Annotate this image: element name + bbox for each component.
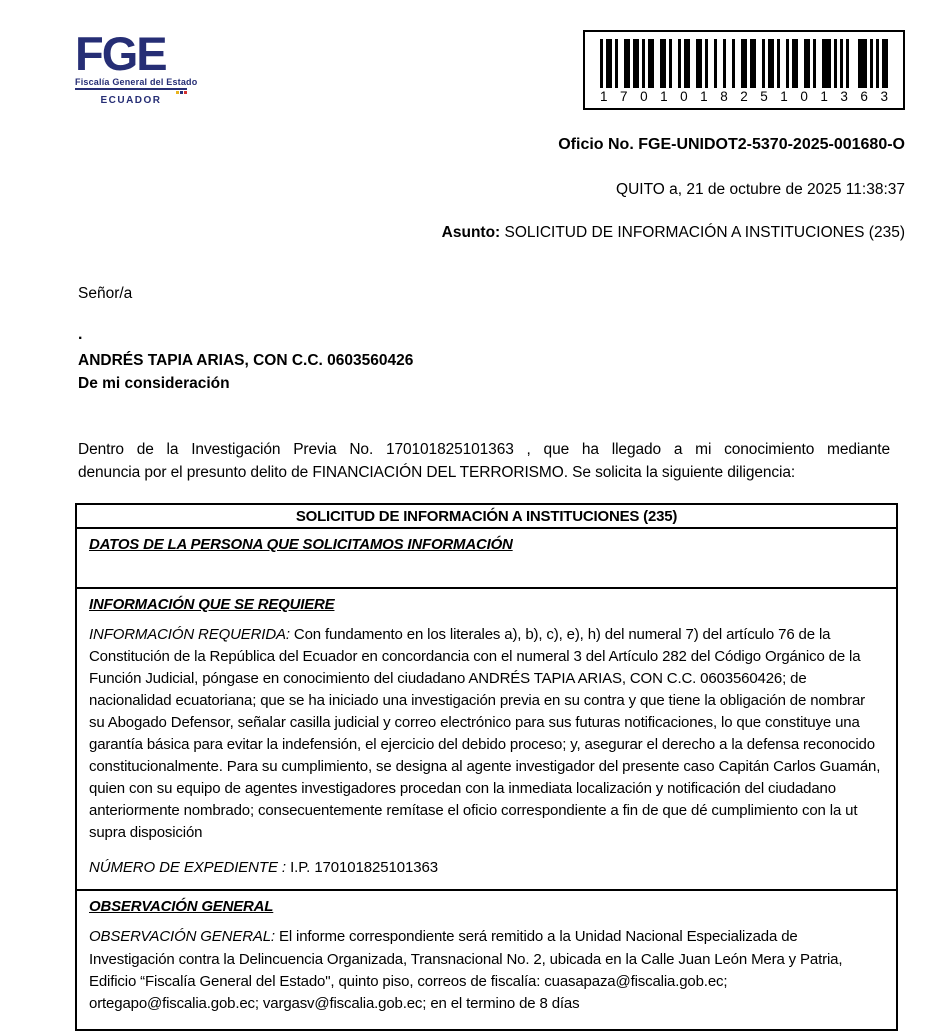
flag-dot-blue bbox=[180, 91, 183, 94]
expediente-label: NÚMERO DE EXPEDIENTE : bbox=[89, 859, 286, 877]
subject-label: Asunto: bbox=[441, 224, 501, 241]
intro-line-1: Dentro de la Investigación Previa No. 170101825101363 , que ha llegado a mi conocimiento mediante bbox=[78, 441, 890, 458]
section-informacion-requerida bbox=[77, 587, 896, 889]
subject-text: SOLICITUD DE INFORMACIÓN A INSTITUCIONES (235) bbox=[504, 224, 905, 241]
info-text: Con fundamento en los literales a), b), c), e), h) del numeral 7) del artículo 76 de la Constitución de la República del Ecuador en concordancia con el numeral 3 del Artículo 282 del Código Orgánico de la Función Judicial, póngase en conocimiento del ciudadano ANDRÉS TAPIA ARIAS, CON C.C. 0603560426; de nacionalidad ecuatoriana; que se ha iniciado una investigación previa en su contra y que tiene la obligación de nombrar su Abogado Defensor, señalar casilla judicial y correo electrónico para sus futuras notificaciones, lo que constituye una garantía básica para evitar la indefensión, el ejercicio del debido proceso; y, asegurar el derecho a la defensa reconocido constitucionalmente. Para su cumplimiento, se designa al agente investigador del presente caso Capitán Carlos Guamán, quien con su equipo de agentes investigadores procedan con la inmediata localización y notificación del ciudadano anteriormente nombrado; consecuentemente remítase el oficio correspondiente a fin de que dé cumplimiento con la ut supra disposición bbox=[89, 626, 881, 842]
section-datos-persona bbox=[77, 527, 896, 587]
date-line: QUITO a, 21 de octubre de 2025 11:38:37 bbox=[616, 181, 905, 198]
salutation: Señor/a bbox=[78, 285, 133, 302]
recipient-dot: . bbox=[78, 326, 83, 343]
fge-logo-text: FGE bbox=[75, 27, 166, 80]
barcode-bars-icon bbox=[597, 39, 891, 88]
fge-logo-tagline: Fiscalía General del Estado bbox=[75, 77, 198, 88]
expediente-line bbox=[89, 859, 884, 876]
obs-label: OBSERVACIÓN GENERAL: bbox=[89, 928, 275, 946]
section-observacion-general bbox=[77, 889, 896, 1028]
info-label: INFORMACIÓN REQUERIDA: bbox=[89, 626, 290, 643]
info-paragraph bbox=[89, 624, 884, 844]
request-table bbox=[75, 503, 898, 1031]
section-datos-title: DATOS DE LA PERSONA QUE SOLICITAMOS INFORMACIÓN bbox=[89, 536, 513, 553]
oficio-number: Oficio No. FGE-UNIDOT2-5370-2025-001680-O bbox=[558, 136, 905, 153]
intro-line-2: denuncia por el presunto delito de FINANCIACIÓN DEL TERRORISMO. Se solicita la siguiente diligencia: bbox=[78, 464, 796, 482]
letterhead bbox=[75, 27, 905, 110]
barcode bbox=[583, 30, 905, 110]
flag-dot-yellow bbox=[176, 91, 179, 94]
fge-logo-rule bbox=[75, 88, 187, 94]
flag-dot-red bbox=[184, 91, 187, 94]
barcode-digits: 1 7 0 1 0 1 8 2 5 1 0 1 3 6 3 bbox=[600, 89, 888, 105]
expediente-value: I.P. 170101825101363 bbox=[290, 859, 438, 877]
intro-paragraph bbox=[78, 438, 890, 485]
section-info-title: INFORMACIÓN QUE SE REQUIERE bbox=[89, 596, 335, 613]
subject-line bbox=[442, 224, 905, 242]
section-obs-title: OBSERVACIÓN GENERAL bbox=[89, 898, 274, 916]
obs-paragraph bbox=[89, 926, 884, 1014]
fge-logo bbox=[75, 27, 198, 107]
table-title: SOLICITUD DE INFORMACIÓN A INSTITUCIONES (235) bbox=[295, 508, 678, 525]
greeting-line: De mi consideración bbox=[78, 375, 230, 392]
fge-logo-country: ECUADOR bbox=[100, 95, 162, 107]
obs-text: El informe correspondiente será remitido a la Unidad Nacional Especializada de Investigación contra la Delincuencia Organizada, Transnacional No. 2, ubicada en la Calle Juan León Mera y Patria, Edificio “Fiscalía General del Estado", quinto piso, correos de fiscalía: cuasapaza@fiscalia.gob.ec; ortegapo@fiscalia.gob.ec; vargasv@fiscalia.gob.ec; en el termino de 8 días bbox=[89, 928, 843, 1012]
recipient-name: ANDRÉS TAPIA ARIAS, CON C.C. 0603560426 bbox=[78, 352, 414, 369]
